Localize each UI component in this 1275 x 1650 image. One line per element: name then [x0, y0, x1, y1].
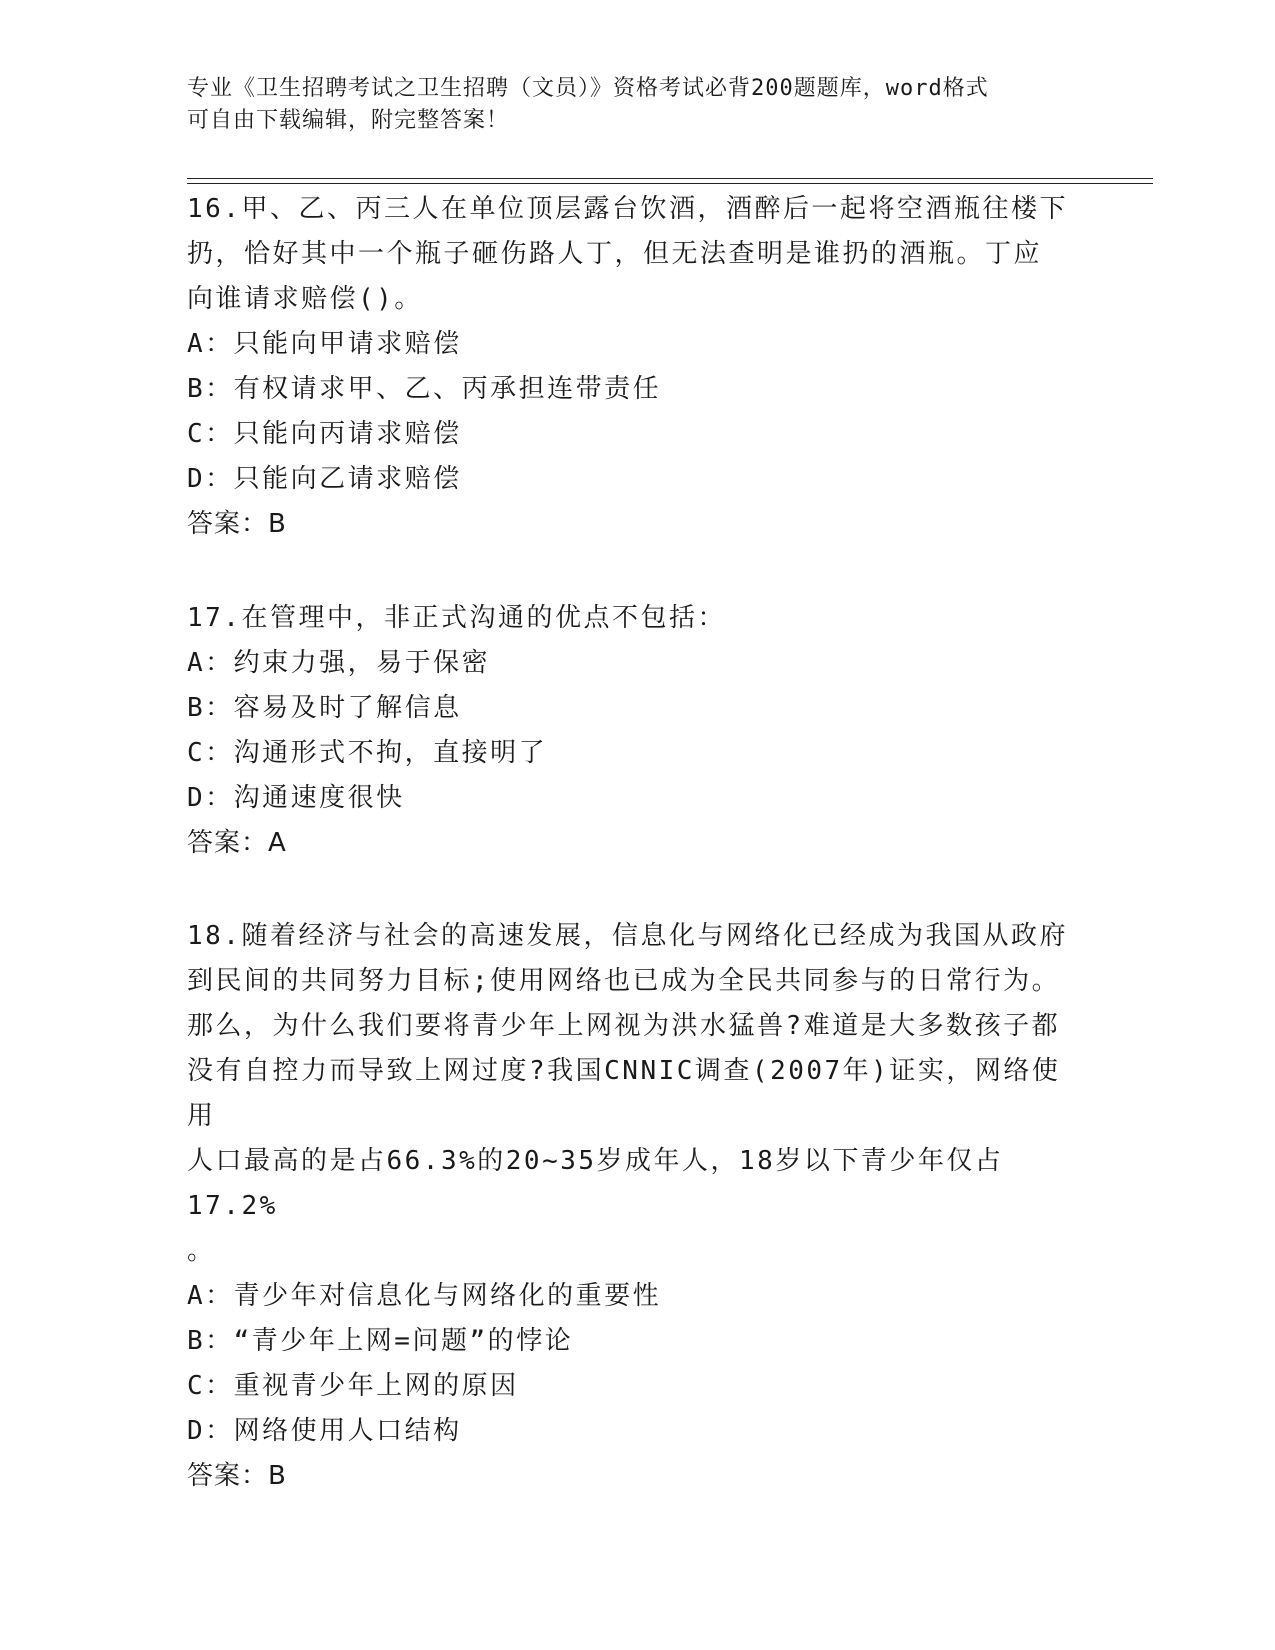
option-b: B：容易及时了解信息 — [187, 693, 462, 723]
question-text-line: 没有自控力而导致上网过度?我国CNNIC调查(2007年)证实，网络使用 — [187, 1056, 1061, 1131]
header-divider-top — [187, 178, 1153, 179]
question-text-line: 人口最高的是占66.3%的20~35岁成年人，18岁以下青少年仅占17.2% — [187, 1146, 1004, 1221]
option-a: A：约束力强，易于保密 — [187, 648, 491, 678]
header-line-1: 专业《卫生招聘考试之卫生招聘（文员）》资格考试必背200题题库，word格式 — [187, 76, 989, 101]
answer: 答案：A — [187, 828, 287, 858]
option-b: B：“青少年上网=问题”的悖论 — [187, 1326, 574, 1356]
option-c: C：重视青少年上网的原因 — [187, 1371, 519, 1401]
option-d: D：只能向乙请求赔偿 — [187, 464, 462, 494]
option-a: A：青少年对信息化与网络化的重要性 — [187, 1281, 662, 1311]
option-b: B：有权请求甲、乙、丙承担连带责任 — [187, 374, 662, 404]
question-text-line: 16.甲、乙、丙三人在单位顶层露台饮酒，酒醉后一起将空酒瓶往楼下 — [187, 194, 1068, 224]
question-text-line: 。 — [187, 1236, 216, 1266]
answer: 答案：B — [187, 1461, 287, 1491]
question-text-line: 那么，为什么我们要将青少年上网视为洪水猛兽?难道是大多数孩子都 — [187, 1011, 1061, 1041]
header-line-2: 可自由下载编辑，附完整答案！ — [187, 108, 510, 133]
question-text-line: 扔，恰好其中一个瓶子砸伤路人丁，但无法查明是谁扔的酒瓶。丁应 — [187, 239, 1043, 269]
option-c: C：沟通形式不拘，直接明了 — [187, 738, 548, 768]
option-c: C：只能向丙请求赔偿 — [187, 419, 462, 449]
question-18 — [187, 914, 1087, 1499]
answer: 答案：B — [187, 509, 287, 539]
option-a: A：只能向甲请求赔偿 — [187, 329, 462, 359]
option-d: D：沟通速度很快 — [187, 783, 405, 813]
question-text-line: 向谁请求赔偿()。 — [187, 284, 423, 314]
question-17 — [187, 596, 1087, 866]
header-divider-bottom — [187, 183, 1153, 184]
option-d: D：网络使用人口结构 — [187, 1416, 462, 1446]
question-text-line: 18.随着经济与社会的高速发展，信息化与网络化已经成为我国从政府 — [187, 921, 1068, 951]
question-text-line: 17.在管理中，非正式沟通的优点不包括： — [187, 603, 726, 633]
question-16 — [187, 187, 1087, 547]
document-header — [187, 73, 1067, 137]
question-text-line: 到民间的共同努力目标;使用网络也已成为全民共同参与的日常行为。 — [187, 966, 1061, 996]
